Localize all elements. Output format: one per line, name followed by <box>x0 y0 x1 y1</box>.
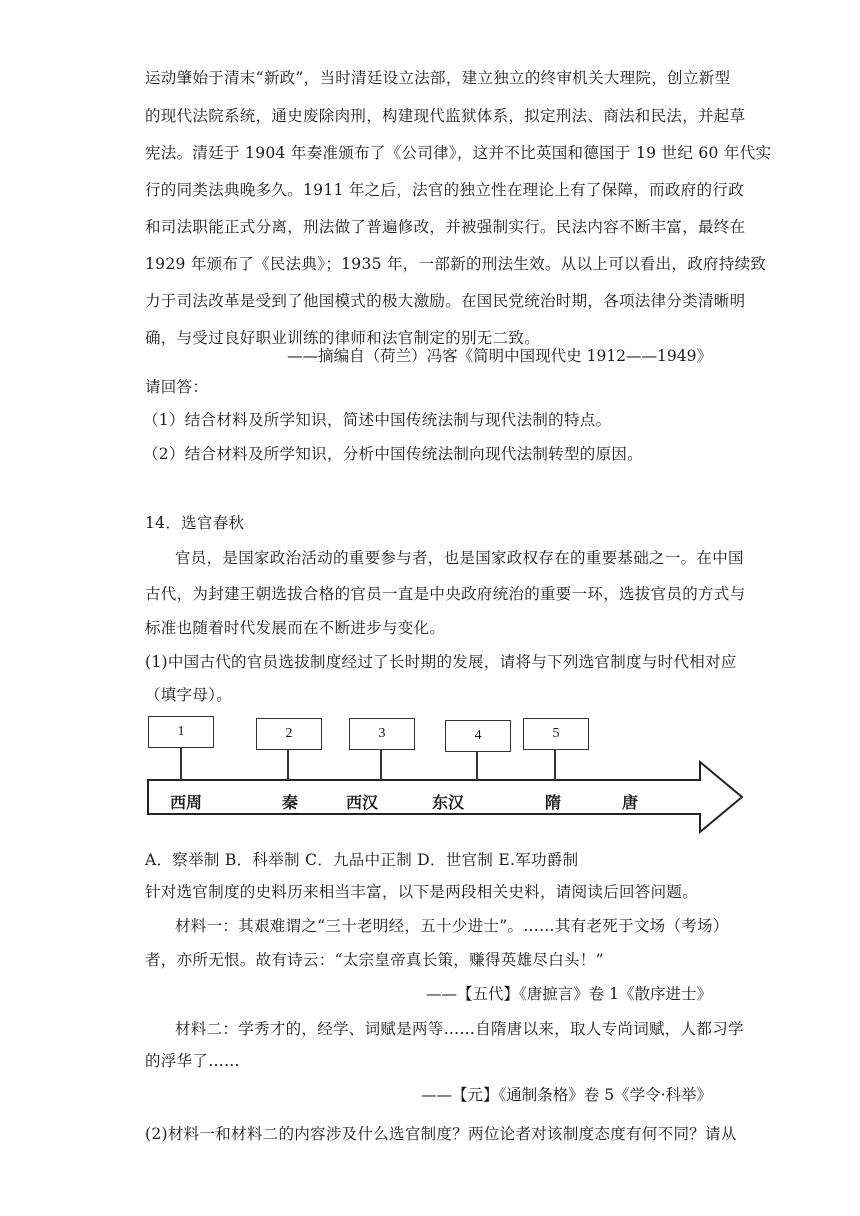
era-label: 西周 <box>170 793 203 812</box>
intro-line: 古代，为封建王朝选拔合格的官员一直是中央政府统治的重要一环，选拔官员的方式与 <box>145 585 746 603</box>
era-label: 秦 <box>282 793 299 812</box>
question-14-title: 14．选官春秋 <box>145 514 245 532</box>
intro-line: 标准也随着时代发展而在不断进步与变化。 <box>145 619 446 637</box>
prompt-text: 请回答： <box>145 378 209 396</box>
material-one-source: ——【五代】《唐摭言》卷 1《散序进士》 <box>425 985 712 1003</box>
question-14-1-cont: （填字母）。 <box>145 686 233 704</box>
question-14-1: (1)中国古代的官员选拔制度经过了长时期的发展，请将与下列选官制度与时代相对应 <box>145 653 737 671</box>
timeline-stem <box>180 747 182 780</box>
material-one-line: 者，亦所无恨。故有诗云：“太宗皇帝真长策，赚得英雄尽白头！” <box>145 951 604 969</box>
era-label: 东汉 <box>432 793 465 812</box>
timeline-box-4: 4 <box>445 720 511 752</box>
source-citation: ——摘编自（荷兰）冯客《简明中国现代史 1912——1949》 <box>287 347 712 365</box>
timeline-stem <box>287 749 289 780</box>
timeline-stem <box>554 749 556 780</box>
question-13-2: （2）结合材料及所学知识，分析中国传统法制向现代法制转型的原因。 <box>143 445 643 463</box>
material-line: 和司法职能正式分离，刑法做了普遍修改，并被强制实行。民法内容不断丰富，最终在 <box>145 218 746 236</box>
timeline-box-3: 3 <box>349 718 415 750</box>
timeline-box-1: 1 <box>148 716 214 748</box>
era-label: 唐 <box>622 793 639 812</box>
question-13-1: （1）结合材料及所学知识，简述中国传统法制与现代法制的特点。 <box>143 411 612 429</box>
material-line: 宪法。清廷于 1904 年奏准颁布了《公司律》，这并不比英国和德国于 19 世纪 60 年代实 <box>145 144 772 162</box>
material-line: 确，与受过良好职业训练的律师和法官制定的别无二致。 <box>145 329 541 347</box>
material-one-line: 材料一：其艰难谓之“三十老明经，五十少进士”。……其有老死于文场（考场） <box>175 917 729 935</box>
timeline-stem <box>476 751 478 780</box>
material-line: 的现代法院系统，通史废除肉刑，构建现代监狱体系，拟定刑法、商法和民法，并起草 <box>145 107 746 125</box>
material-two-source: ——【元】《通制条格》卷 5《学令·科举》 <box>421 1086 712 1104</box>
material-two-line: 的浮华了…… <box>145 1052 240 1070</box>
material-line: 1929 年颁布了《民法典》；1935 年，一部新的刑法生效。从以上可以看出，政府持续致 <box>145 255 767 273</box>
material-line: 运动肇始于清末“新政”，当时清廷设立法部，建立独立的终审机关大理院，创立新型 <box>145 69 731 87</box>
material-line: 力于司法改革是受到了他国模式的极大激励。在国民党统治时期，各项法律分类清晰明 <box>145 292 746 310</box>
timeline-box-2: 2 <box>256 718 322 750</box>
era-label: 隋 <box>545 793 562 812</box>
material-line: 行的同类法典晚多久。1911 年之后，法官的独立性在理论上有了保障，而政府的行政 <box>145 181 744 199</box>
timeline-box-5: 5 <box>523 718 589 750</box>
timeline-stem <box>380 749 382 780</box>
era-label: 西汉 <box>346 793 379 812</box>
question-14-2: (2)材料一和材料二的内容涉及什么选官制度？两位论者对该制度态度有何不同？请从 <box>145 1125 737 1143</box>
answer-options: A．察举制 B．科举制 C．九品中正制 D．世官制 E.军功爵制 <box>145 851 579 869</box>
materials-intro: 针对选官制度的史料历来相当丰富，以下是两段相关史料，请阅读后回答问题。 <box>145 883 699 901</box>
intro-line: 官员，是国家政治活动的重要参与者，也是国家政权存在的重要基础之一。在中国 <box>175 549 744 567</box>
material-two-line: 材料二：学秀才的，经学、词赋是两等……自隋唐以来，取人专尚词赋，人都习学 <box>175 1020 744 1038</box>
